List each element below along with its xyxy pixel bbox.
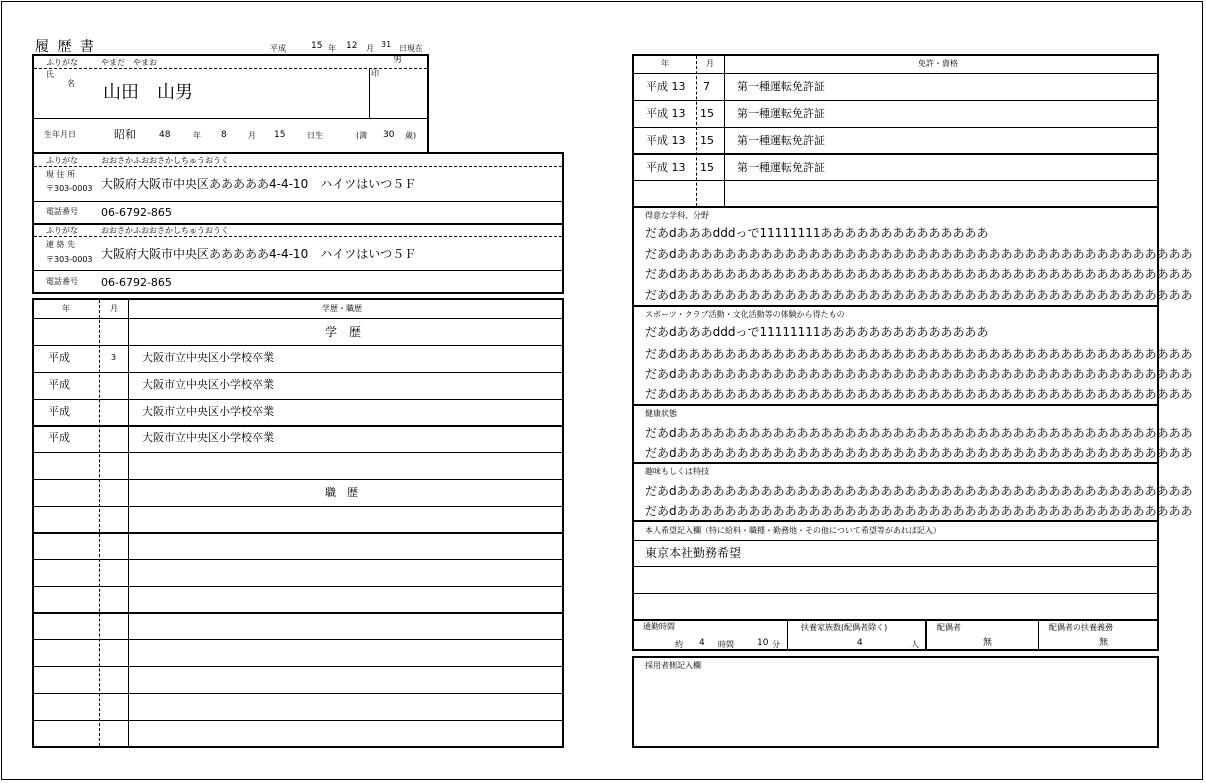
- wishes-text: 東京本社勤務希望: [645, 546, 742, 560]
- history-row-content: 大阪市立中央区小学校卒業: [142, 431, 274, 444]
- name-label-1: 氏: [46, 70, 54, 79]
- health-line: だあdあああああああああああああああああああああああああああああああああああああああああああ: [645, 446, 1193, 460]
- sports-line: だあdあああああああああああああああああああああああああああああああああああああああああああ: [645, 347, 1193, 361]
- commute-minutes-unit: 分: [772, 640, 780, 649]
- history-row-year: 平成: [48, 405, 70, 418]
- address-furigana-label: ふりがな: [46, 156, 78, 165]
- birth-day-suffix: 日生: [307, 131, 323, 140]
- history-row-year: 平成: [48, 378, 70, 391]
- spouse-support-value: 無: [1099, 638, 1109, 648]
- license-row-year: 平成 13: [646, 107, 686, 120]
- subjects-line: だあdあああああああああああああああああああああああああああああああああああああああああああ: [645, 247, 1193, 261]
- licenses-table: [632, 54, 1159, 208]
- history-row-month: 3: [111, 353, 117, 362]
- health-line: だあdあああああああああああああああああああああああああああああああああああああああああああ: [645, 426, 1193, 440]
- license-row-content: 第一種運転免許証: [737, 80, 825, 93]
- license-row-content: 第一種運転免許証: [737, 161, 825, 174]
- commute-label: 通勤時間: [643, 622, 675, 631]
- sports-label: スポーツ・クラブ活動・文化活動等の体験から得たもの: [645, 310, 845, 319]
- birth-month-unit: 月: [248, 131, 256, 140]
- birth-year: 48: [159, 130, 171, 140]
- birth-day: 15: [274, 130, 286, 140]
- date-day-suffix: 日現在: [399, 44, 423, 53]
- employer-label: 採用者側記入欄: [645, 661, 701, 670]
- history-row-year: 平成: [48, 431, 70, 444]
- licenses-col-year: 年: [661, 59, 669, 68]
- license-row-content: 第一種運転免許証: [737, 107, 825, 120]
- dependents-value: 4: [857, 638, 863, 648]
- contact-postal: 〒303-0003: [46, 255, 93, 264]
- work-heading: 職 歴: [325, 486, 358, 499]
- document-title: 履 歴 書: [35, 39, 96, 55]
- contact-furigana: おおさかふおおさかしちゅうおうく: [101, 226, 229, 235]
- dependents-label: 扶養家族数(配偶者除く): [801, 623, 888, 632]
- license-row-month: 15: [700, 107, 714, 120]
- contact-label: 連 絡 先: [46, 240, 76, 249]
- date-month: 12: [346, 41, 358, 51]
- sports-line: だあdあああああああああああああああああああああああああああああああああああああああああああ: [645, 367, 1193, 381]
- full-name: 山田 山男: [103, 82, 193, 103]
- license-row-content: 第一種運転免許証: [737, 134, 825, 147]
- sports-line: だあdあああdddっで11111111ああああああああああああああ: [645, 325, 989, 339]
- history-col-year: 年: [62, 304, 70, 313]
- name-label-2: 名: [67, 79, 75, 88]
- health-label: 健康状態: [645, 409, 677, 418]
- address-phone: 06-6792-865: [101, 206, 172, 219]
- history-row-content: 大阪市立中央区小学校卒業: [142, 378, 274, 391]
- history-col-content: 学歴・職歴: [322, 304, 362, 313]
- subjects-label: 得意な学科、分野: [645, 211, 709, 220]
- subjects-line: だあdあああdddっで11111111ああああああああああああああ: [645, 226, 989, 240]
- commute-hours-unit: 時間: [718, 640, 734, 649]
- licenses-col-month: 月: [706, 59, 714, 68]
- address-postal: 〒303-0003: [46, 184, 93, 193]
- contact-phone-label: 電話番号: [46, 277, 78, 286]
- date-year: 15: [311, 41, 323, 51]
- commute-hours: 4: [699, 638, 705, 648]
- license-row-year: 平成 13: [646, 80, 686, 93]
- history-table: [32, 298, 564, 748]
- subjects-line: だあdあああああああああああああああああああああああああああああああああああああああああああ: [645, 288, 1193, 302]
- history-row-content: 大阪市立中央区小学校卒業: [142, 351, 274, 364]
- license-row-month: 15: [700, 161, 714, 174]
- licenses-col-content: 免許・資格: [918, 59, 958, 68]
- name-furigana-label: ふりがな: [46, 58, 78, 67]
- spouse-label: 配偶者: [937, 623, 961, 632]
- date-year-unit: 年: [328, 44, 336, 53]
- hobbies-label: 趣味もしくは特技: [645, 467, 709, 476]
- commute-prefix: 約: [675, 640, 683, 649]
- contact-phone: 06-6792-865: [101, 276, 172, 289]
- date-day: 31: [381, 40, 392, 49]
- history-row-year: 平成: [48, 351, 70, 364]
- address-furigana: おおさかふおおさかしちゅうおうく: [101, 156, 229, 165]
- seal-mark: 印: [371, 69, 379, 78]
- license-row-month: 7: [703, 80, 710, 93]
- name-furigana: やまだ やまお: [101, 58, 157, 67]
- education-heading: 学 歴: [325, 325, 362, 339]
- history-col-month: 月: [110, 304, 118, 313]
- hobbies-line: だあdあああああああああああああああああああああああああああああああああああああああああああ: [645, 504, 1193, 518]
- license-row-year: 平成 13: [646, 134, 686, 147]
- contact-furigana-label: ふりがな: [46, 226, 78, 235]
- contact-text: 大阪府大阪市中央区あああああ4-4-10 ハイツはいつ５Ｆ: [101, 247, 417, 261]
- address-text: 大阪府大阪市中央区あああああ4-4-10 ハイツはいつ５Ｆ: [101, 177, 417, 191]
- spouse-value: 無: [983, 638, 993, 648]
- birth-year-unit: 年: [193, 131, 201, 140]
- history-row-content: 大阪市立中央区小学校卒業: [142, 405, 274, 418]
- dependents-unit: 人: [911, 640, 919, 649]
- date-month-unit: 月: [366, 44, 374, 53]
- commute-minutes: 10: [757, 638, 769, 648]
- birth-month: 8: [221, 130, 227, 140]
- subjects-line: だあdあああああああああああああああああああああああああああああああああああああああああああ: [645, 267, 1193, 281]
- gender: 男: [393, 55, 403, 65]
- wishes-label: 本人希望記入欄（特に給料・職種・勤務地・その他について希望等があれば記入）: [645, 526, 941, 535]
- license-row-year: 平成 13: [646, 161, 686, 174]
- birth-era: 昭和: [114, 128, 136, 141]
- spouse-support-label: 配偶者の扶養義務: [1049, 623, 1113, 632]
- employer-box: [632, 656, 1159, 748]
- date-era: 平成: [270, 44, 286, 53]
- age-open: (満: [356, 131, 368, 140]
- birth-label: 生年月日: [44, 130, 76, 139]
- age: 30: [383, 130, 395, 140]
- age-close: 歳): [405, 131, 417, 140]
- address-label: 現 住 所: [46, 170, 76, 179]
- address-phone-label: 電話番号: [46, 207, 78, 216]
- hobbies-line: だあdあああああああああああああああああああああああああああああああああああああああああああ: [645, 484, 1193, 498]
- sports-line: だあdあああああああああああああああああああああああああああああああああああああああああああ: [645, 387, 1193, 401]
- license-row-month: 15: [700, 134, 714, 147]
